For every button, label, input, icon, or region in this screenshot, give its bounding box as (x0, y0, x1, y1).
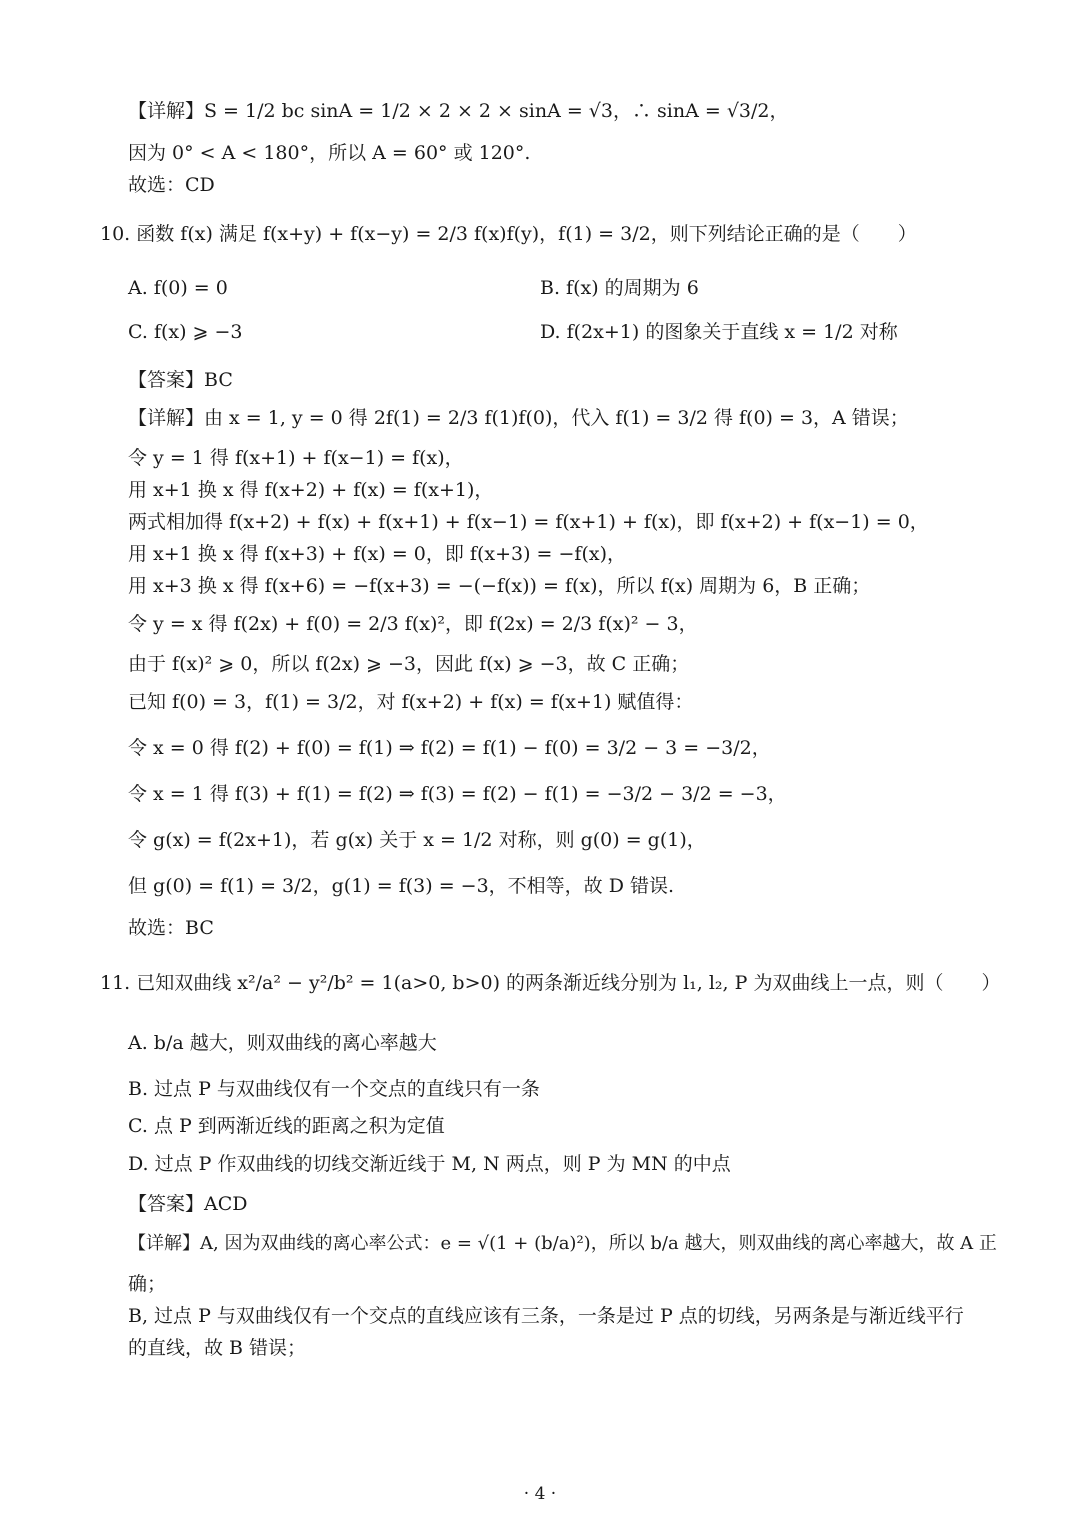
text-line: 用 x+1 换 x 得 f(x+2) + f(x) = f(x+1)， (128, 479, 494, 501)
option-d: D. f(2x+1) 的图象关于直线 x = 1/2 对称 (540, 321, 898, 343)
text-line: 【详解】由 x = 1, y = 0 得 2f(1) = 2/3 f(1)f(0)，代入 f(1) = 3/2 得 f(0) = 3，A 错误； (128, 407, 909, 429)
option-c: C. f(x) ⩾ −3 (128, 321, 243, 343)
page-number: · 4 · (523, 1484, 557, 1504)
text-line: 故选：BC (128, 917, 214, 939)
text-line: 用 x+1 换 x 得 f(x+3) + f(x) = 0，即 f(x+3) = −f(x)， (128, 543, 626, 565)
text-line: 用 x+3 换 x 得 f(x+6) = −f(x+3) = −(−f(x)) = f(x)，所以 f(x) 周期为 6，B 正确； (128, 575, 871, 597)
text-line: 因为 0° < A < 180°，所以 A = 60° 或 120°. (128, 142, 531, 164)
text-line: 由于 f(x)² ⩾ 0，所以 f(2x) ⩾ −3，因此 f(x) ⩾ −3，故 C 正确； (128, 653, 690, 675)
text-line: 已知 f(0) = 3，f(1) = 3/2，对 f(x+2) + f(x) = f(x+1) 赋值得： (128, 691, 694, 713)
text-line: 确； (128, 1273, 167, 1295)
text-line: 但 g(0) = f(1) = 3/2，g(1) = f(3) = −3，不相等，故 D 错误. (128, 875, 675, 897)
text-line: B, 过点 P 与双曲线仅有一个交点的直线应该有三条，一条是过 P 点的切线，另两条是与渐近线平行 (128, 1305, 964, 1327)
option-b: B. 过点 P 与双曲线仅有一个交点的直线只有一条 (128, 1078, 540, 1100)
text-line: 【详解】S = 1/2 bc sinA = 1/2 × 2 × 2 × sinA = √3，∴ sinA = √3/2， (128, 100, 789, 122)
question-10-stem: 10. 函数 f(x) 满足 f(x+y) + f(x−y) = 2/3 f(x)f(y)，f(1) = 3/2，则下列结论正确的是（ ） (100, 223, 917, 245)
option-c: C. 点 P 到两渐近线的距离之积为定值 (128, 1115, 445, 1137)
answer-label: 【答案】ACD (128, 1193, 248, 1215)
option-a: A. f(0) = 0 (128, 277, 228, 299)
answer-label: 【答案】BC (128, 369, 233, 391)
option-a: A. b/a 越大，则双曲线的离心率越大 (128, 1032, 437, 1054)
text-line: 令 x = 1 得 f(3) + f(1) = f(2) ⇒ f(3) = f(2) − f(1) = −3/2 − 3/2 = −3， (128, 783, 787, 805)
text-line: 令 x = 0 得 f(2) + f(0) = f(1) ⇒ f(2) = f(1) − f(0) = 3/2 − 3 = −3/2， (128, 737, 771, 759)
option-d: D. 过点 P 作双曲线的切线交渐近线于 M, N 两点，则 P 为 MN 的中点 (128, 1153, 731, 1175)
text-line: 令 y = x 得 f(2x) + f(0) = 2/3 f(x)²，即 f(2x) = 2/3 f(x)² − 3， (128, 613, 698, 635)
question-11-stem: 11. 已知双曲线 x²/a² − y²/b² = 1(a>0, b>0) 的两条渐近线分别为 l₁, l₂, P 为双曲线上一点，则（ ） (100, 972, 1001, 994)
text-line: 故选：CD (128, 174, 215, 196)
text-line: 的直线，故 B 错误； (128, 1337, 307, 1359)
text-line: 令 y = 1 得 f(x+1) + f(x−1) = f(x)， (128, 447, 464, 469)
text-line: 两式相加得 f(x+2) + f(x) + f(x+1) + f(x−1) = f(x+1) + f(x)，即 f(x+2) + f(x−1) = 0， (128, 511, 929, 533)
option-b: B. f(x) 的周期为 6 (540, 277, 699, 299)
text-line: 令 g(x) = f(2x+1)，若 g(x) 关于 x = 1/2 对称，则 g(0) = g(1)， (128, 829, 706, 851)
text-line: 【详解】A, 因为双曲线的离心率公式：e = √(1 + (b/a)²)，所以 b/a 越大，则双曲线的离心率越大，故 A 正 (128, 1233, 997, 1254)
